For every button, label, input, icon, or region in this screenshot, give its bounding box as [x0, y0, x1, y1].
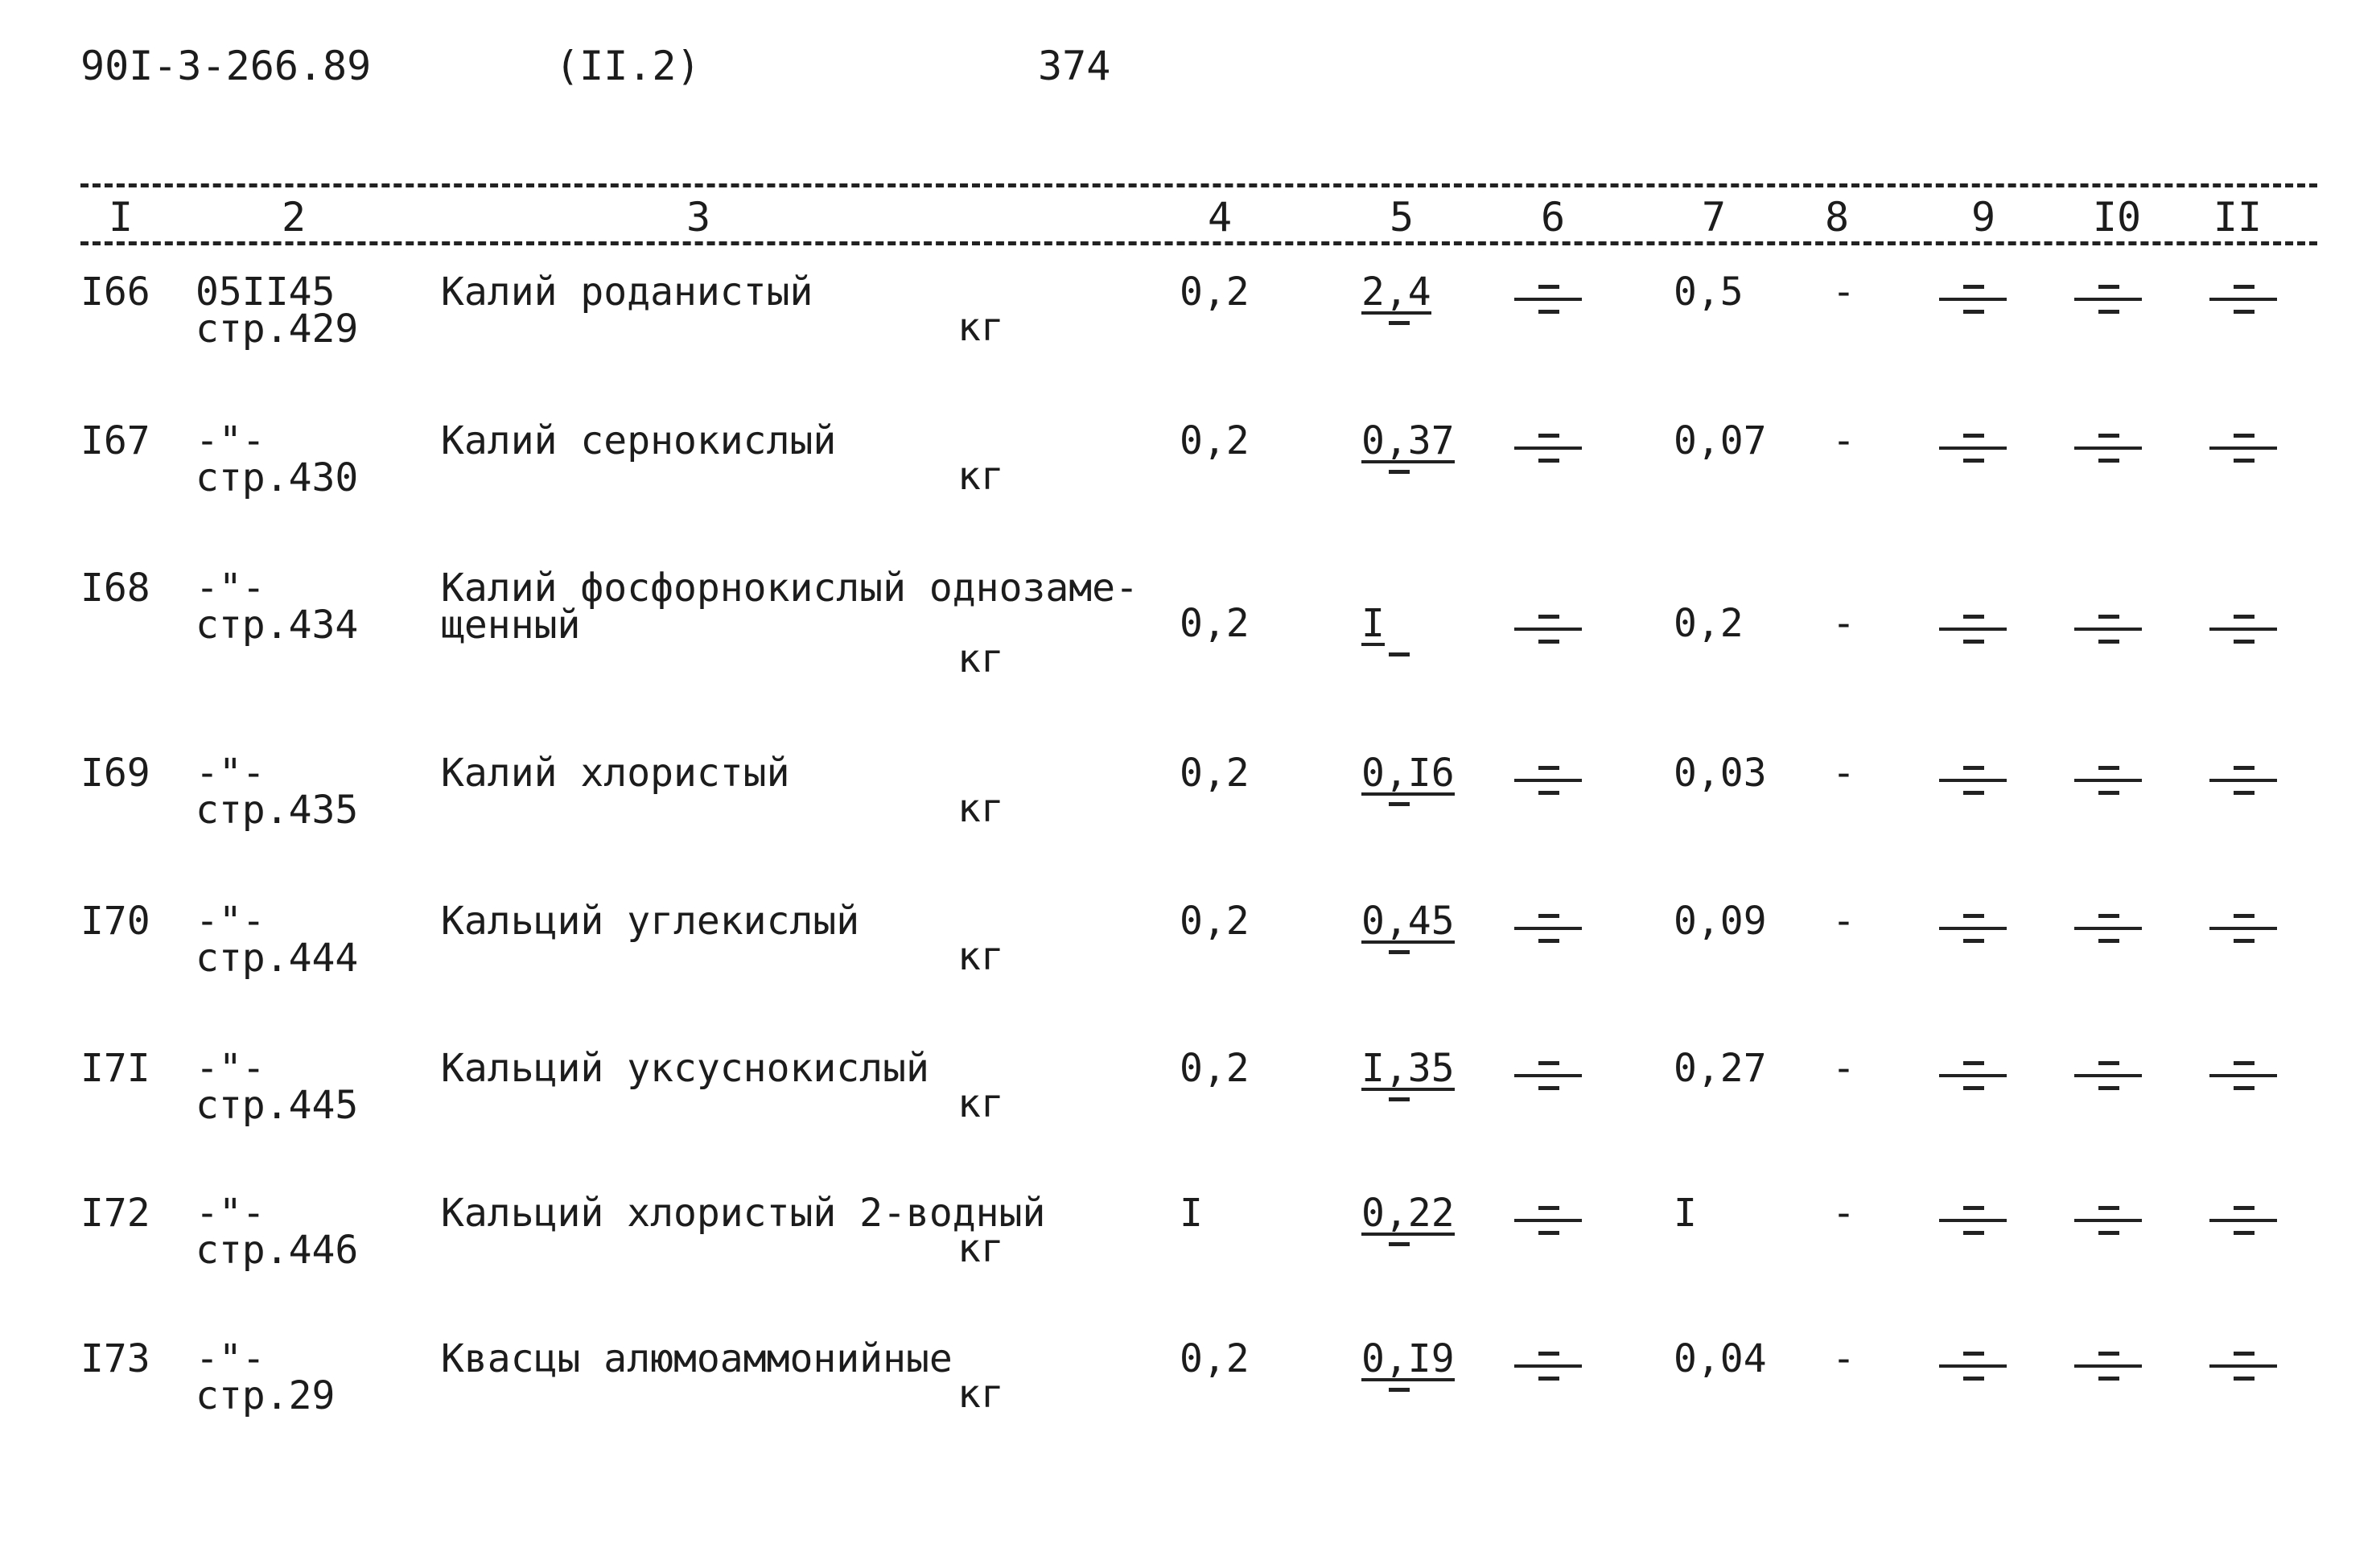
empty-fraction-mark: [2074, 756, 2142, 805]
column-number: 6: [1540, 194, 1566, 241]
item-name-line: Калий роданистый: [441, 270, 813, 315]
column-number: 2: [281, 194, 307, 241]
table-row: [0, 418, 2376, 567]
fraction-numerator: 0,22: [1361, 1191, 1455, 1236]
column-number: 4: [1207, 194, 1233, 241]
source-code: -"-: [196, 566, 266, 611]
source-code: -"-: [196, 751, 266, 796]
source-reference: [196, 270, 359, 352]
column-8-value: -: [1832, 1046, 1855, 1091]
source-code: -"-: [196, 1191, 266, 1236]
source-reference: [196, 1336, 336, 1418]
source-page: стр.446: [196, 1228, 359, 1273]
empty-fraction-mark: [1939, 1342, 2007, 1390]
fraction-numerator: I,35: [1361, 1046, 1455, 1091]
empty-fraction-mark: [2209, 1052, 2277, 1100]
column-number: I: [108, 194, 134, 241]
item-name-line: Кальций уксуснокислый: [441, 1046, 929, 1091]
column-8-value: -: [1832, 1336, 1855, 1381]
column-4-value: 0,2: [1180, 751, 1250, 796]
dash-mark: [1389, 1242, 1410, 1246]
row-number: I69: [80, 751, 150, 796]
row-number: I70: [80, 899, 150, 944]
column-5-value: [1361, 899, 1458, 954]
empty-fraction-mark: [1514, 605, 1582, 653]
empty-fraction-mark: [2209, 904, 2277, 953]
empty-fraction-mark: [2209, 756, 2277, 805]
empty-fraction-mark: [2074, 1342, 2142, 1390]
item-name-line: Калий хлористый: [441, 751, 790, 796]
source-page: стр.445: [196, 1083, 359, 1128]
page-number: 374: [1038, 43, 1111, 89]
unit-label: кг: [957, 934, 1004, 979]
empty-fraction-mark: [1514, 424, 1582, 472]
column-7-value: 0,03: [1674, 751, 1767, 796]
empty-fraction-mark: [1514, 1196, 1582, 1245]
column-number: 7: [1701, 194, 1727, 241]
empty-fraction-mark: [1939, 904, 2007, 953]
empty-fraction-mark: [2209, 605, 2277, 653]
column-5-value: [1361, 601, 1458, 656]
row-number: I7I: [80, 1046, 150, 1091]
row-number: I72: [80, 1191, 150, 1236]
source-page: стр.434: [196, 603, 359, 648]
column-7-value: 0,04: [1674, 1336, 1767, 1381]
column-8-value: -: [1832, 751, 1855, 796]
header-bottom-rule: [80, 241, 2317, 245]
dash-mark: [1389, 1388, 1410, 1392]
column-4-value: 0,2: [1180, 1046, 1250, 1091]
item-name: [441, 566, 1139, 648]
item-name-line: щенный: [441, 603, 581, 648]
fraction-numerator: I: [1361, 601, 1385, 646]
item-name: [441, 751, 790, 796]
source-code: 05II45: [196, 270, 336, 315]
column-8-value: -: [1832, 418, 1855, 463]
fraction-numerator: 0,I9: [1361, 1336, 1455, 1381]
column-number: 5: [1389, 194, 1414, 241]
empty-fraction-mark: [1939, 1052, 2007, 1100]
empty-fraction-mark: [1939, 756, 2007, 805]
unit-label: кг: [957, 305, 1004, 350]
fraction-numerator: 2,4: [1361, 270, 1431, 315]
table-row: [0, 751, 2376, 899]
empty-fraction-mark: [1939, 275, 2007, 323]
dash-mark: [1389, 802, 1410, 806]
empty-fraction-mark: [2209, 1196, 2277, 1245]
empty-fraction-mark: [2074, 904, 2142, 953]
row-number: I67: [80, 418, 150, 463]
column-number: 8: [1824, 194, 1850, 241]
dash-mark: [1389, 321, 1410, 325]
column-7-value: 0,07: [1674, 418, 1767, 463]
document-code: 90I-3-266.89: [80, 43, 372, 89]
empty-fraction-mark: [1939, 424, 2007, 472]
source-page: стр.430: [196, 455, 359, 500]
item-name: [441, 418, 837, 463]
source-reference: [196, 418, 359, 500]
source-code: -"-: [196, 1046, 266, 1091]
section-number: (II.2): [555, 43, 701, 89]
source-code: -"-: [196, 899, 266, 944]
empty-fraction-mark: [1514, 1052, 1582, 1100]
item-name-line: Калий сернокислый: [441, 418, 837, 463]
source-page: стр.435: [196, 788, 359, 833]
empty-fraction-mark: [1939, 605, 2007, 653]
empty-fraction-mark: [1514, 904, 1582, 953]
item-name-line: Кальций углекислый: [441, 899, 860, 944]
dash-mark: [1389, 1097, 1410, 1101]
column-4-value: 0,2: [1180, 270, 1250, 315]
source-reference: [196, 899, 359, 981]
item-name-line: Калий фосфорнокислый однозаме-: [441, 566, 1139, 611]
column-4-value: 0,2: [1180, 601, 1250, 646]
source-reference: [196, 751, 359, 833]
fraction-numerator: 0,I6: [1361, 751, 1455, 796]
column-7-value: I: [1674, 1191, 1697, 1236]
source-page: стр.444: [196, 936, 359, 981]
source-code: -"-: [196, 1336, 266, 1381]
column-7-value: 0,27: [1674, 1046, 1767, 1091]
dash-mark: [1389, 652, 1410, 656]
column-number: I0: [2092, 194, 2142, 241]
column-7-value: 0,5: [1674, 270, 1744, 315]
empty-fraction-mark: [2209, 424, 2277, 472]
column-8-value: -: [1832, 1191, 1855, 1236]
item-name: [441, 1191, 1046, 1236]
item-name: [441, 899, 860, 944]
row-number: I68: [80, 566, 150, 611]
source-reference: [196, 566, 359, 648]
source-page: стр.429: [196, 307, 359, 352]
empty-fraction-mark: [1939, 1196, 2007, 1245]
unit-label: кг: [957, 786, 1004, 831]
row-number: I73: [80, 1336, 150, 1381]
unit-label: кг: [957, 454, 1004, 499]
item-name: [441, 1336, 953, 1381]
column-4-value: 0,2: [1180, 1336, 1250, 1381]
row-number: I66: [80, 270, 150, 315]
unit-label: кг: [957, 1372, 1004, 1417]
source-reference: [196, 1046, 359, 1128]
column-7-value: 0,2: [1674, 601, 1744, 646]
empty-fraction-mark: [2074, 424, 2142, 472]
fraction-numerator: 0,37: [1361, 418, 1455, 463]
column-5-value: [1361, 270, 1458, 325]
column-5-value: [1361, 418, 1458, 474]
empty-fraction-mark: [2074, 1052, 2142, 1100]
table-row: [0, 1336, 2376, 1485]
column-5-value: [1361, 1191, 1458, 1246]
empty-fraction-mark: [1514, 756, 1582, 805]
unit-label: кг: [957, 1081, 1004, 1126]
empty-fraction-mark: [2074, 1196, 2142, 1245]
table-row: [0, 270, 2376, 418]
empty-fraction-mark: [1514, 275, 1582, 323]
column-5-value: [1361, 751, 1458, 806]
empty-fraction-mark: [2074, 275, 2142, 323]
column-4-value: 0,2: [1180, 899, 1250, 944]
column-number: 9: [1970, 194, 1996, 241]
empty-fraction-mark: [2074, 605, 2142, 653]
column-number: 3: [686, 194, 711, 241]
table-row: [0, 1191, 2376, 1340]
source-code: -"-: [196, 418, 266, 463]
table-row: [0, 1046, 2376, 1195]
column-5-value: [1361, 1336, 1458, 1392]
fraction-numerator: 0,45: [1361, 899, 1455, 944]
item-name: [441, 1046, 929, 1091]
dash-mark: [1389, 470, 1410, 474]
table-row: [0, 899, 2376, 1047]
item-name-line: Квасцы алюмоаммонийные: [441, 1336, 953, 1381]
column-4-value: 0,2: [1180, 418, 1250, 463]
item-name-line: Кальций хлористый 2-водный: [441, 1191, 1046, 1236]
source-reference: [196, 1191, 359, 1273]
column-number: II: [2213, 194, 2263, 241]
empty-fraction-mark: [1514, 1342, 1582, 1390]
table-row: [0, 566, 2376, 714]
column-4-value: I: [1180, 1191, 1203, 1236]
column-8-value: -: [1832, 270, 1855, 315]
unit-label: кг: [957, 1226, 1004, 1271]
column-5-value: [1361, 1046, 1458, 1101]
header-top-rule: [80, 183, 2317, 187]
column-7-value: 0,09: [1674, 899, 1767, 944]
dash-mark: [1389, 950, 1410, 954]
column-8-value: -: [1832, 601, 1855, 646]
empty-fraction-mark: [2209, 1342, 2277, 1390]
source-page: стр.29: [196, 1373, 336, 1418]
item-name: [441, 270, 813, 315]
unit-label: кг: [957, 636, 1004, 681]
column-8-value: -: [1832, 899, 1855, 944]
empty-fraction-mark: [2209, 275, 2277, 323]
